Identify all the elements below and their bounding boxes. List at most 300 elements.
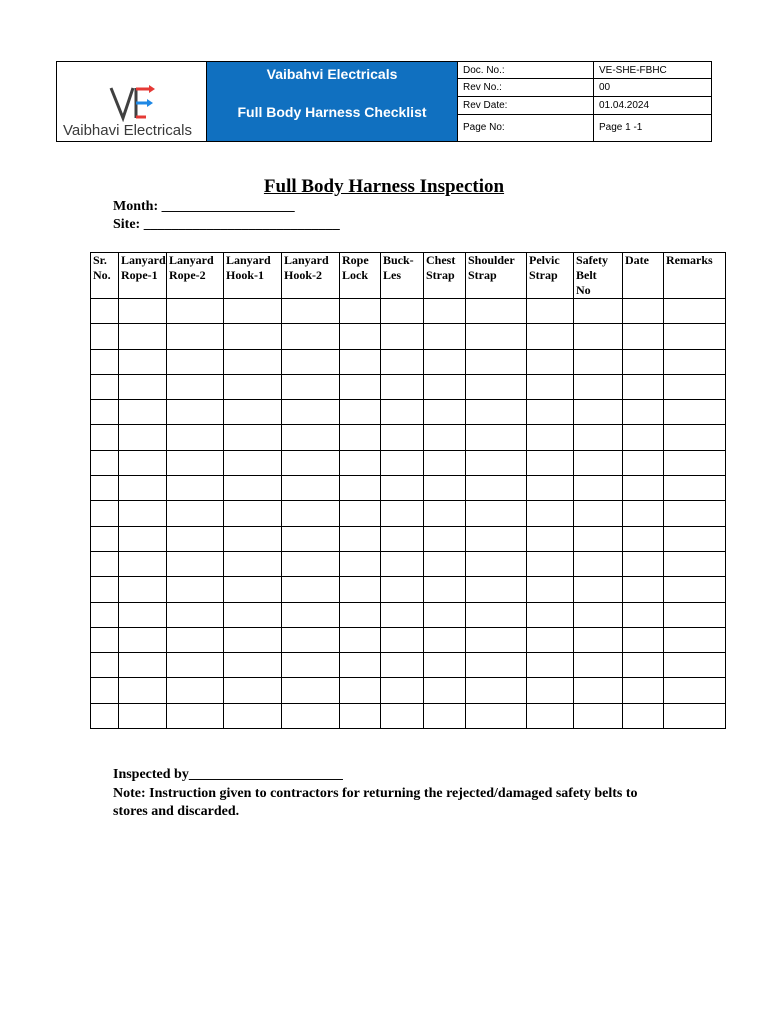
table-cell[interactable] [91, 400, 119, 425]
table-cell[interactable] [167, 678, 224, 703]
vaibhavi-logo-icon [109, 84, 155, 122]
table-cell[interactable] [574, 450, 623, 475]
table-cell[interactable] [167, 374, 224, 399]
table-cell[interactable] [282, 450, 340, 475]
table-cell[interactable] [527, 602, 574, 627]
table-cell[interactable] [340, 476, 381, 501]
table-cell[interactable] [91, 551, 119, 576]
table-cell[interactable] [119, 349, 167, 374]
table-cell[interactable] [527, 577, 574, 602]
logo-text: Vaibhavi Electricals [63, 122, 192, 139]
table-cell[interactable] [282, 703, 340, 728]
table-cell[interactable] [224, 526, 282, 551]
table-cell[interactable] [623, 400, 664, 425]
document-header [56, 61, 712, 142]
table-cell[interactable] [282, 627, 340, 652]
table-cell[interactable] [282, 653, 340, 678]
meta-label: Rev Date: [458, 96, 594, 114]
table-cell[interactable] [91, 627, 119, 652]
table-cell[interactable] [574, 678, 623, 703]
table-cell[interactable] [623, 526, 664, 551]
column-header [282, 253, 340, 299]
column-header-line: Strap [426, 268, 455, 282]
column-header-line: Lanyard [121, 253, 166, 267]
table-cell[interactable] [340, 450, 381, 475]
table-cell[interactable] [167, 299, 224, 324]
table-cell[interactable] [91, 324, 119, 349]
table-cell[interactable] [167, 324, 224, 349]
table-cell[interactable] [424, 678, 466, 703]
table-cell[interactable] [527, 324, 574, 349]
meta-value: 01.04.2024 [594, 96, 712, 114]
table-cell[interactable] [381, 299, 424, 324]
table-cell[interactable] [527, 653, 574, 678]
table-cell[interactable] [282, 299, 340, 324]
table-cell[interactable] [119, 425, 167, 450]
table-cell[interactable] [282, 602, 340, 627]
table-cell[interactable] [381, 349, 424, 374]
meta-row [458, 114, 711, 141]
table-cell[interactable] [623, 678, 664, 703]
column-header-line: Lock [342, 268, 369, 282]
column-header-line: Rope-1 [121, 268, 158, 282]
form-title: Full Body Harness Checklist [237, 104, 427, 120]
table-cell[interactable] [381, 425, 424, 450]
table-cell[interactable] [340, 526, 381, 551]
table-cell[interactable] [119, 501, 167, 526]
table-cell[interactable] [424, 299, 466, 324]
table-cell[interactable] [623, 602, 664, 627]
table-cell[interactable] [381, 551, 424, 576]
table-cell[interactable] [224, 400, 282, 425]
table-row [91, 324, 726, 349]
table-cell[interactable] [282, 501, 340, 526]
table-cell[interactable] [340, 400, 381, 425]
table-cell[interactable] [574, 476, 623, 501]
table-cell[interactable] [664, 349, 726, 374]
inspected-by-field: Inspected by______________________ [113, 767, 343, 782]
table-row [91, 653, 726, 678]
table-cell[interactable] [574, 551, 623, 576]
table-cell[interactable] [574, 577, 623, 602]
table-cell[interactable] [167, 577, 224, 602]
table-cell[interactable] [224, 299, 282, 324]
column-header-line: Sr. [93, 253, 107, 267]
column-header-line: Belt [576, 268, 597, 282]
table-cell[interactable] [574, 627, 623, 652]
table-cell[interactable] [527, 374, 574, 399]
column-header [381, 253, 424, 299]
company-name: Vaibahvi Electricals [266, 66, 398, 82]
table-cell[interactable] [282, 374, 340, 399]
table-cell[interactable] [340, 299, 381, 324]
table-cell[interactable] [424, 349, 466, 374]
meta-value: Page 1 -1 [599, 122, 643, 134]
table-cell[interactable] [381, 678, 424, 703]
table-cell[interactable] [167, 627, 224, 652]
table-cell[interactable] [381, 577, 424, 602]
table-cell[interactable] [527, 678, 574, 703]
table-cell[interactable] [466, 627, 527, 652]
table-cell[interactable] [664, 374, 726, 399]
column-header [340, 253, 381, 299]
table-cell[interactable] [424, 476, 466, 501]
table-cell[interactable] [167, 450, 224, 475]
table-cell[interactable] [340, 374, 381, 399]
table-cell[interactable] [167, 653, 224, 678]
meta-label: Rev No.: [458, 79, 594, 97]
table-cell[interactable] [224, 678, 282, 703]
table-cell[interactable] [167, 602, 224, 627]
table-cell[interactable] [424, 653, 466, 678]
table-cell[interactable] [224, 627, 282, 652]
table-cell[interactable] [224, 476, 282, 501]
table-cell[interactable] [224, 653, 282, 678]
table-cell[interactable] [381, 526, 424, 551]
column-header-line: Hook-1 [226, 268, 265, 282]
table-cell[interactable] [167, 476, 224, 501]
table-cell[interactable] [381, 627, 424, 652]
meta-label: Doc. No.: [458, 62, 594, 79]
table-cell[interactable] [424, 501, 466, 526]
table-cell[interactable] [381, 400, 424, 425]
table-cell[interactable] [664, 526, 726, 551]
table-cell[interactable] [119, 577, 167, 602]
table-cell[interactable] [91, 703, 119, 728]
table-cell[interactable] [224, 551, 282, 576]
table-cell[interactable] [574, 349, 623, 374]
table-cell[interactable] [527, 349, 574, 374]
table-cell[interactable] [340, 627, 381, 652]
table-cell[interactable] [167, 526, 224, 551]
table-cell[interactable] [664, 299, 726, 324]
table-cell[interactable] [466, 425, 527, 450]
column-header [527, 253, 574, 299]
table-cell[interactable] [424, 324, 466, 349]
column-header-line: Strap [468, 268, 497, 282]
table-cell[interactable] [119, 400, 167, 425]
table-cell[interactable] [119, 299, 167, 324]
table-cell[interactable] [623, 653, 664, 678]
table-cell[interactable] [664, 627, 726, 652]
table-cell[interactable] [623, 450, 664, 475]
table-cell[interactable] [381, 703, 424, 728]
table-cell[interactable] [574, 526, 623, 551]
table-cell[interactable] [527, 299, 574, 324]
table-cell[interactable] [664, 324, 726, 349]
table-cell[interactable] [119, 374, 167, 399]
table-cell[interactable] [664, 476, 726, 501]
table-cell[interactable] [466, 400, 527, 425]
table-cell[interactable] [664, 703, 726, 728]
header-banner [207, 62, 458, 141]
table-cell[interactable] [664, 501, 726, 526]
column-header-line: Lanyard [169, 253, 214, 267]
column-header-line: No. [93, 268, 111, 282]
table-cell[interactable] [424, 374, 466, 399]
table-cell[interactable] [664, 577, 726, 602]
table-cell[interactable] [466, 374, 527, 399]
table-cell[interactable] [466, 299, 527, 324]
table-cell[interactable] [224, 501, 282, 526]
table-row [91, 627, 726, 652]
table-cell[interactable] [282, 476, 340, 501]
table-cell[interactable] [119, 602, 167, 627]
table-cell[interactable] [340, 602, 381, 627]
table-cell[interactable] [574, 400, 623, 425]
table-cell[interactable] [466, 703, 527, 728]
table-cell[interactable] [664, 400, 726, 425]
table-cell[interactable] [340, 678, 381, 703]
table-row [91, 400, 726, 425]
note-text: Note: Instruction given to contractors for returning the rejected/damaged safety belts to stores and discarded. [113, 786, 638, 819]
table-cell[interactable] [91, 678, 119, 703]
table-cell[interactable] [381, 476, 424, 501]
meta-value: 00 [594, 79, 712, 97]
table-cell[interactable] [91, 349, 119, 374]
column-header-line: No [576, 283, 591, 297]
column-header-line: Shoulder [468, 253, 515, 267]
table-cell[interactable] [466, 653, 527, 678]
table-cell[interactable] [664, 551, 726, 576]
table-cell[interactable] [224, 577, 282, 602]
table-cell[interactable] [119, 653, 167, 678]
table-cell[interactable] [466, 526, 527, 551]
table-cell[interactable] [623, 476, 664, 501]
table-cell[interactable] [167, 425, 224, 450]
table-cell[interactable] [623, 299, 664, 324]
table-cell[interactable] [466, 577, 527, 602]
table-cell[interactable] [527, 400, 574, 425]
table-cell[interactable] [527, 425, 574, 450]
table-cell[interactable] [466, 678, 527, 703]
table-cell[interactable] [424, 627, 466, 652]
table-cell[interactable] [340, 653, 381, 678]
table-cell[interactable] [91, 577, 119, 602]
table-cell[interactable] [424, 703, 466, 728]
meta-label: Page No: [458, 114, 594, 141]
table-cell[interactable] [466, 551, 527, 576]
table-row [91, 476, 726, 501]
table-cell[interactable] [381, 450, 424, 475]
column-header-line: Safety [576, 253, 608, 267]
table-cell[interactable] [340, 577, 381, 602]
column-header [623, 253, 664, 299]
table-row [91, 703, 726, 728]
table-row [91, 526, 726, 551]
table-row [91, 374, 726, 399]
table-cell[interactable] [91, 374, 119, 399]
table-cell[interactable] [623, 703, 664, 728]
table-cell[interactable] [340, 703, 381, 728]
table-cell[interactable] [527, 476, 574, 501]
column-header [224, 253, 282, 299]
column-header [119, 253, 167, 299]
table-cell[interactable] [664, 653, 726, 678]
table-cell[interactable] [424, 577, 466, 602]
column-header-line: Buck- [383, 253, 414, 267]
table-row [91, 425, 726, 450]
table-cell[interactable] [424, 450, 466, 475]
table-cell[interactable] [574, 374, 623, 399]
table-cell[interactable] [282, 324, 340, 349]
table-cell[interactable] [340, 349, 381, 374]
column-header-line: Rope [342, 253, 369, 267]
table-row [91, 678, 726, 703]
column-header-line: Rope-2 [169, 268, 206, 282]
table-cell[interactable] [224, 703, 282, 728]
table-cell[interactable] [623, 374, 664, 399]
table-cell[interactable] [527, 450, 574, 475]
table-cell[interactable] [381, 653, 424, 678]
table-cell[interactable] [282, 349, 340, 374]
table-cell[interactable] [424, 400, 466, 425]
table-cell[interactable] [664, 425, 726, 450]
document-meta-table [458, 62, 711, 141]
column-header-line: Strap [529, 268, 558, 282]
table-cell[interactable] [282, 577, 340, 602]
table-cell[interactable] [340, 551, 381, 576]
table-cell[interactable] [167, 349, 224, 374]
table-cell[interactable] [424, 551, 466, 576]
table-cell[interactable] [527, 627, 574, 652]
column-header-line: Les [383, 268, 401, 282]
table-cell[interactable] [91, 501, 119, 526]
table-cell[interactable] [224, 324, 282, 349]
table-cell[interactable] [466, 501, 527, 526]
table-cell[interactable] [574, 425, 623, 450]
table-cell[interactable] [424, 425, 466, 450]
logo-cell [57, 62, 207, 141]
table-cell[interactable] [574, 501, 623, 526]
table-cell[interactable] [466, 349, 527, 374]
table-cell[interactable] [527, 501, 574, 526]
table-cell[interactable] [224, 602, 282, 627]
table-cell[interactable] [623, 425, 664, 450]
table-cell[interactable] [623, 627, 664, 652]
month-field: Month: ___________________ [113, 199, 295, 214]
column-header-line: Lanyard [284, 253, 329, 267]
table-cell[interactable] [574, 703, 623, 728]
table-cell[interactable] [424, 526, 466, 551]
table-header-row [91, 253, 726, 299]
table-cell[interactable] [527, 703, 574, 728]
table-cell[interactable] [340, 425, 381, 450]
table-cell[interactable] [119, 450, 167, 475]
table-cell[interactable] [623, 349, 664, 374]
table-cell[interactable] [664, 450, 726, 475]
table-cell[interactable] [282, 425, 340, 450]
table-cell[interactable] [119, 627, 167, 652]
table-cell[interactable] [623, 501, 664, 526]
column-header [664, 253, 726, 299]
table-cell[interactable] [282, 678, 340, 703]
table-cell[interactable] [527, 551, 574, 576]
table-cell[interactable] [167, 703, 224, 728]
table-cell[interactable] [623, 577, 664, 602]
table-row [91, 299, 726, 324]
table-cell[interactable] [381, 501, 424, 526]
table-cell[interactable] [574, 324, 623, 349]
table-cell[interactable] [664, 602, 726, 627]
table-row [91, 551, 726, 576]
table-cell[interactable] [340, 501, 381, 526]
site-field: Site: ____________________________ [113, 217, 340, 232]
table-cell[interactable] [167, 551, 224, 576]
table-cell[interactable] [91, 450, 119, 475]
table-cell[interactable] [574, 602, 623, 627]
table-cell[interactable] [381, 324, 424, 349]
column-header-line: Date [625, 253, 649, 267]
table-row [91, 602, 726, 627]
table-cell[interactable] [224, 450, 282, 475]
table-cell[interactable] [466, 476, 527, 501]
column-header [466, 253, 527, 299]
table-cell[interactable] [381, 602, 424, 627]
table-cell[interactable] [119, 526, 167, 551]
table-cell[interactable] [224, 349, 282, 374]
table-cell[interactable] [91, 299, 119, 324]
column-header [167, 253, 224, 299]
table-row [91, 577, 726, 602]
table-cell[interactable] [167, 501, 224, 526]
table-cell[interactable] [623, 324, 664, 349]
column-header-line: Pelvic [529, 253, 560, 267]
table-cell[interactable] [282, 526, 340, 551]
column-header-line: Lanyard [226, 253, 271, 267]
table-cell[interactable] [119, 703, 167, 728]
table-cell[interactable] [527, 526, 574, 551]
table-cell[interactable] [574, 299, 623, 324]
table-cell[interactable] [282, 551, 340, 576]
column-header-line: Chest [426, 253, 456, 267]
table-cell[interactable] [466, 324, 527, 349]
meta-value: VE-SHE-FBHC [594, 62, 712, 79]
table-cell[interactable] [119, 551, 167, 576]
table-cell[interactable] [574, 653, 623, 678]
table-cell[interactable] [91, 526, 119, 551]
table-cell[interactable] [381, 374, 424, 399]
meta-row [458, 96, 711, 114]
inspection-table [90, 252, 726, 729]
table-cell[interactable] [664, 678, 726, 703]
column-header [91, 253, 119, 299]
table-cell[interactable] [224, 425, 282, 450]
table-cell[interactable] [623, 551, 664, 576]
table-cell[interactable] [466, 450, 527, 475]
column-header-line: Hook-2 [284, 268, 323, 282]
table-cell[interactable] [91, 476, 119, 501]
table-cell[interactable] [91, 653, 119, 678]
table-cell[interactable] [224, 374, 282, 399]
table-cell[interactable] [91, 602, 119, 627]
table-row [91, 501, 726, 526]
meta-row [458, 79, 711, 97]
table-cell[interactable] [340, 324, 381, 349]
table-cell[interactable] [167, 400, 224, 425]
table-cell[interactable] [466, 602, 527, 627]
column-header [574, 253, 623, 299]
table-cell[interactable] [119, 476, 167, 501]
table-cell[interactable] [119, 678, 167, 703]
table-cell[interactable] [119, 324, 167, 349]
column-header-line: Remarks [666, 253, 713, 267]
table-cell[interactable] [91, 425, 119, 450]
table-row [91, 349, 726, 374]
table-cell[interactable] [424, 602, 466, 627]
table-cell[interactable] [282, 400, 340, 425]
meta-row [458, 62, 711, 79]
